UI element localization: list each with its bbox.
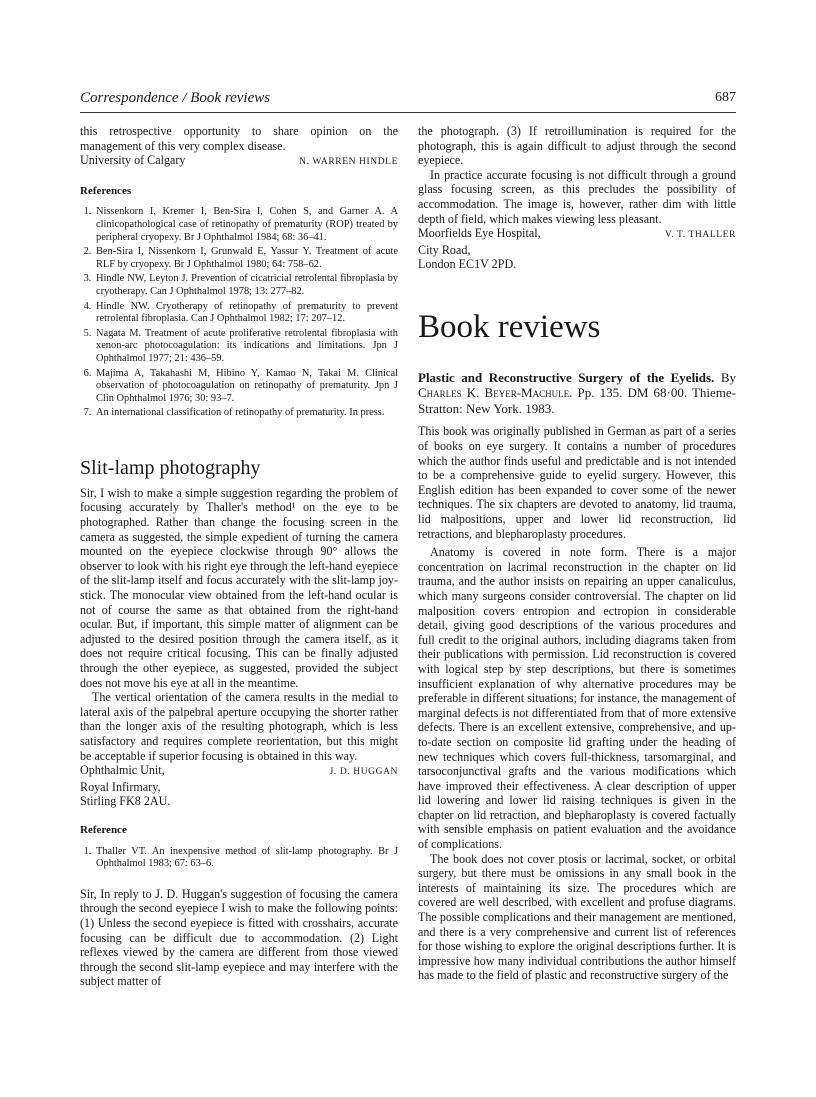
header-rule (80, 112, 736, 113)
reference-item: 2. Ben-Sira I, Nissenkorn I, Grunwald E, Yassur Y. Treatment of acute RLF by cryopexy. Br J Ophthalmol 1980; 64: 758–62. (94, 246, 398, 271)
reference-list (80, 846, 398, 871)
reference-item: 1. Nissenkorn I, Kremer I, Ben-Sira I, Cohen S, and Garner A. A clinicopathological case of retinopathy of prematurity (ROP) treated by peripheral cryopexy. Br J Ophthalmol 1984; 68: 36–41. (94, 206, 398, 244)
signature-name: V. T. THALLER (665, 230, 736, 241)
left-column (80, 124, 398, 989)
letter-paragraph: The vertical orientation of the camera results in the medial to lateral axis of the palpebral aperture occupying the shorter rather than the longer axis of the resulting photograph, which is less satisfactory and requires complete reorientation, but this might be acceptable if superior focusing is obtained in this way. (80, 690, 398, 763)
book-author: Charles K. Beyer-Machule. (418, 385, 573, 401)
reference-item: 4. Hindle NW. Cryotherapy of retinopathy of prematurity to prevent retrolental fibroplasia. Can J Ophthalmol 1982; 17: 207–12. (94, 301, 398, 326)
reply-paragraph: Sir, In reply to J. D. Huggan's suggestion of focusing the camera through the second eyepiece I wish to make the following points: (1) Unless the second eyepiece is fitted with crosshairs, accurate focusing can be difficult due to accommodation. (2) Light reflexes viewed by the camera are different from those viewed through the second slit-lamp eyepiece and may interfere with the subject matter of (80, 886, 398, 989)
signature-address-line: Stirling FK8 2AU. (80, 794, 171, 809)
right-column (418, 124, 736, 983)
reference-item: 5. Nagata M. Treatment of acute proliferative retrolental fibroplasia with xenon-arc photocoagulation: its indications and limitations. Jpn J Ophthalmol 1977; 21: 436–59. (94, 328, 398, 366)
signature-thaller (418, 226, 736, 243)
signature-affiliation: Ophthalmic Unit, (80, 763, 165, 778)
signature-address-line: City Road, (418, 242, 471, 257)
book-title: Plastic and Reconstructive Surgery of the Eyelids. (418, 369, 715, 385)
references-heading: References (80, 184, 132, 197)
section-label: Correspondence / Book reviews (80, 90, 271, 106)
reference-item: 3. Hindle NW, Leyton J. Prevention of cicatricial retrolental fibroplasia by cryotherapy. Can J Ophthalmol 1978; 13: 277–82. (94, 273, 398, 298)
signature-address-line: London EC1V 2PD. (418, 257, 517, 272)
review-paragraph: This book was originally published in German as part of a series of books on eye surgery. It contains a number of procedures which the author finds useful and predictable and is not intended to be a comprehensive guide to eyelid surgery. However, this English edition has been expanded to cover some of the newer techniques. The six chapters are devoted to anatomy, lid trauma, lid malpositions, upper and lower lid reconstruction, lid retractions, and blepharoplasty procedures. (418, 424, 736, 541)
reference-item: 6. Majima A, Takahashi M, Hibino Y, Kamao N, Takai M. Clinical observation of photocoagulation on retinopathy of prematurity. Jpn J Clin Ophthalmol 1976; 30: 93–7. (94, 368, 398, 406)
signature-name: N. WARREN HINDLE (299, 157, 398, 168)
page-number: 687 (715, 90, 736, 105)
references-list (80, 206, 398, 420)
review-paragraph: Anatomy is covered in note form. There is a major concentration on lacrimal reconstruction in the chapter on lid trauma, and the author insists on repairing an upper canaliculus, which many surgeons consider controversial. The chapter on lid malposition covers entropion and ectropion in considerable detail, giving good descriptions of the various procedures and full credit to the original authors, including diagrams taken from their publications with permission. Lid reconstruction is covered with logical step by step descriptions, but there is sometimes insufficient explanation of why alternative procedures may be preferable in different situations; for instance, the management of marginal defects is not differentiated from that of more extensive defects. There is an excellent extensive, comprehensive, and up-to-date section on composite lid grafting under the heading of new techniques which covers full-thickness, tarsomarginal, and tarsoconjunctival grafts and the various modifications which have improved their effectiveness. A clear description of upper lid lowering and lower lid raising techniques is given in the chapter on lid retraction, and blepharoplasty is covered factually with sensible emphasis on patient evaluation and the avoidance of complications. (418, 545, 736, 852)
review-paragraph: The book does not cover ptosis or lacrimal, socket, or orbital surgery, but there must be omissions in any small book in the interests of maintaining its size. The procedures which are covered are well described, with excellent and profuse diagrams. The possible complications and their management are mentioned, and there is a very comprehensive and current list of references for those wishing to explore the original descriptions further. It is impressive how many individual contributions the author himself has made to the field of plastic and reconstructive surgery of the (418, 851, 736, 983)
book-details: Pp. 135. DM 68·00. Thieme-Stratton: New York. 1983. (418, 385, 737, 416)
reference-item: 7. An international classification of retinopathy of prematurity. In press. (94, 407, 398, 420)
reference-item: 1. Thaller VT. An inexpensive method of slit-lamp photography. Br J Ophthalmol 1983; 67: 63–6. (94, 846, 398, 871)
signature-address-line: Royal Infirmary, (80, 779, 161, 794)
signature-hindle (80, 153, 398, 170)
book-by: By (720, 369, 736, 385)
running-header (80, 90, 736, 112)
reply-paragraph: In practice accurate focusing is not difficult through a ground glass focusing screen, as this precludes the possibility of accommodation. The image is, however, rather dim with little depth of field, which makes viewing less pleasant. (418, 167, 736, 226)
signature-affiliation: Moorfields Eye Hospital, (418, 226, 541, 241)
signature-huggan (80, 763, 398, 780)
reference-heading: Reference (80, 823, 127, 836)
intro-paragraph: this retrospective opportunity to share opinion on the management of this very complex disease. (80, 124, 398, 153)
letter-title: Slit-lamp photography (80, 456, 261, 479)
reply-continuation: the photograph. (3) If retroillumination is required for the photograph, this is again difficult to adjust through the second eyepiece. (418, 124, 736, 168)
signature-affiliation: University of Calgary (80, 153, 186, 168)
book-heading (418, 370, 736, 417)
signature-name: J. D. HUGGAN (329, 767, 398, 778)
book-reviews-title: Book reviews (418, 308, 601, 345)
letter-paragraph: Sir, I wish to make a simple suggestion regarding the problem of focusing accurately by Thaller's method¹ on the eye to be photographed. Rather than change the focusing screen in the camera as suggested, the simple expedient of turning the camera mounted on the eyepiece clockwise through 90° allows the observer to look with his right eye through the left-hand eyepiece of the slit-lamp itself and focus accurately with the slit-lamp joy-stick. The monocular view obtained from the left-hand ocular is not of course the same as that obtained from the right-hand ocular. But, if important, this simple matter of alignment can be adjusted to the desired position through the camera itself, as it does not require critical focusing. This can be finally adjusted through the other eyepiece, as suggested, provided the subject does not move his eye at all in the meantime. (80, 485, 398, 690)
